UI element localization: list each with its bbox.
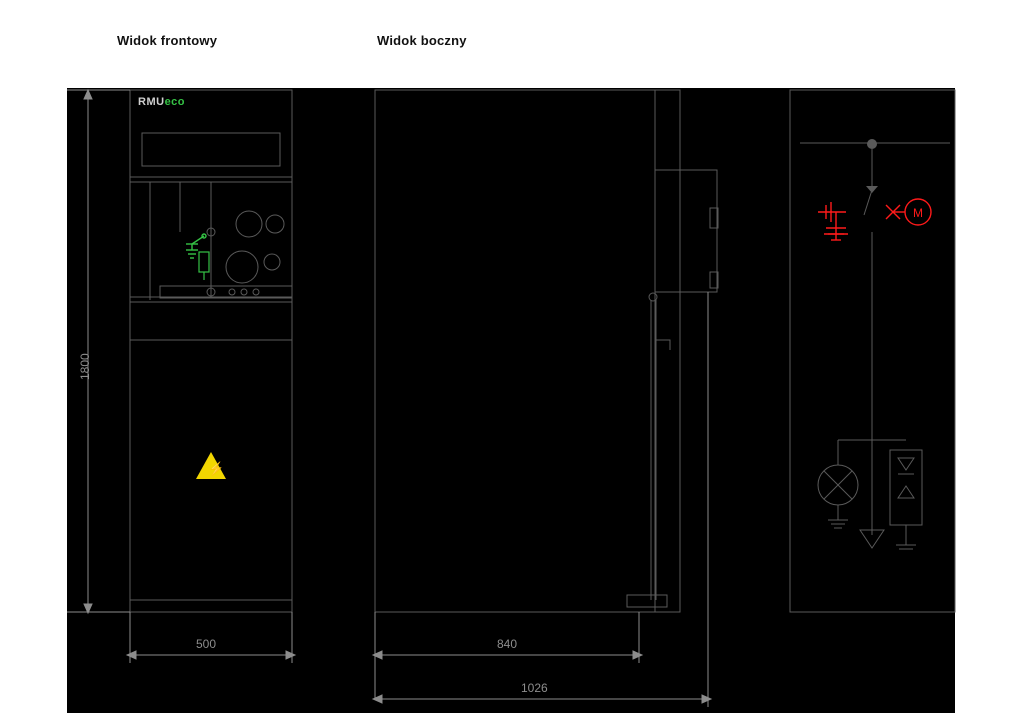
front-cabinet-outline: [130, 90, 292, 612]
front-operating-port-2: [266, 215, 284, 233]
front-lv-panel: [142, 133, 280, 166]
dim-arrow-500-right: [286, 651, 295, 659]
dimension-front-width-label: 500: [196, 637, 217, 651]
front-base-plinth: [130, 600, 292, 612]
schematic-bus-node: [867, 139, 877, 149]
schematic-fuse-body: [890, 450, 922, 525]
dim-arrow-500-left: [127, 651, 136, 659]
front-indicator-dot-3: [253, 289, 259, 295]
front-operating-port-4: [264, 254, 280, 270]
dimension-total-depth-label: 1026: [521, 681, 548, 695]
dim-arrow-height-top: [84, 90, 92, 99]
logo-text-primary: RMU: [138, 96, 165, 108]
side-rod-pivot: [649, 293, 657, 301]
schematic-arrester-arrow-2: [898, 486, 914, 498]
front-indicator-dot-2: [241, 289, 247, 295]
dim-arrow-840-left: [373, 651, 382, 659]
schematic-arrester-arrow-1: [898, 458, 914, 470]
dim-arrow-840-right: [633, 651, 642, 659]
rmu-eco-logo: [138, 96, 185, 108]
schematic-switch-blade: [864, 190, 872, 215]
front-indicator-strip: [160, 286, 292, 298]
dim-arrow-1026-right: [702, 695, 711, 703]
side-view-drawing: [375, 90, 718, 612]
front-view-label: Widok frontowy: [117, 33, 218, 48]
single-line-schematic: [790, 90, 955, 612]
logo-text-secondary: eco: [164, 96, 186, 108]
front-operating-port-3: [226, 251, 258, 283]
side-view-label: Widok boczny: [377, 33, 467, 48]
dimension-height-label: 1800: [78, 353, 92, 380]
front-view-drawing: [130, 90, 292, 612]
front-indicator-dot-1: [229, 289, 235, 295]
dim-arrow-1026-left: [373, 695, 382, 703]
dimension-side-depth-label: 840: [497, 637, 518, 651]
side-cable-compartment: [655, 170, 717, 292]
dimension-lines: [67, 90, 711, 707]
schematic-contact-arrow: [866, 186, 878, 193]
front-earthing-symbol-green: [186, 234, 206, 258]
front-vt-box-green: [199, 252, 209, 280]
front-operating-port-1: [236, 211, 262, 237]
side-floor-foot: [627, 595, 667, 607]
schematic-motor-label: M: [913, 206, 923, 220]
high-voltage-bolt-glyph: ⚡: [208, 461, 225, 476]
side-cabinet-outline: [375, 90, 680, 612]
side-bracket: [655, 340, 670, 350]
